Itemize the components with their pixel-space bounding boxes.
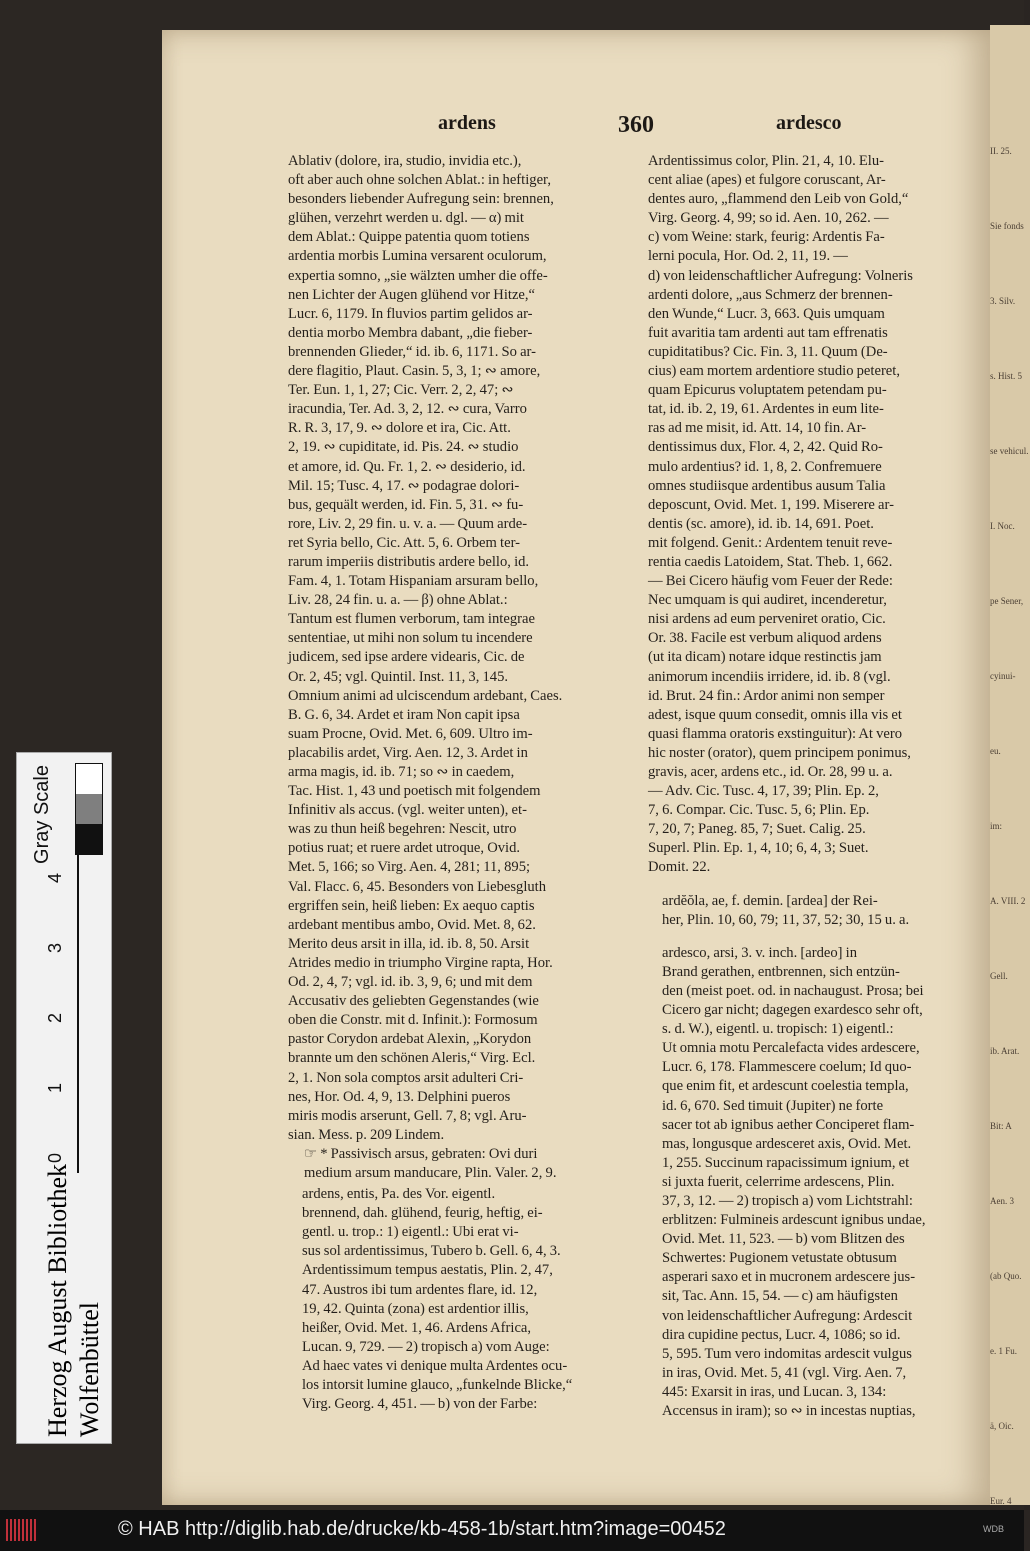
adjacent-page-fragment: Sie fonds — [990, 221, 1024, 231]
text-line: dentia morbo Membra dabant, „die fieber- — [288, 324, 533, 341]
text-line: ret Syria bello, Cic. Att. 5, 6. Orbem ter- — [288, 534, 520, 551]
header-left-word: ardens — [438, 112, 496, 134]
entry-line: sacer tot ab ignibus aether Conciperet flam- — [662, 1116, 915, 1133]
text-line: 2, 19. ∾ cupiditate, id. Pis. 24. ∾ studio — [288, 439, 519, 456]
text-line: Virg. Georg. 4, 99; so id. Aen. 10, 262. — — [648, 210, 889, 227]
text-line: suam Procne, Ovid. Met. 6, 609. Ultro im- — [288, 725, 533, 742]
text-line: — Adv. Cic. Tusc. 4, 17, 39; Plin. Ep. 2, — [648, 783, 879, 800]
adjacent-page-fragment: A. VIII. 2 — [990, 896, 1026, 906]
text-line: hic noster (orator), quem principem ponimus, — [648, 744, 911, 761]
text-line: Tac. Hist. 1, 43 und poetisch mit folgendem — [288, 783, 541, 800]
entry-line: s. d. W.), eigentl. u. tropisch: 1) eigentl.: — [662, 1021, 894, 1038]
entry-line: sus sol ardentissimus, Tubero b. Gell. 6, 4, 3. — [302, 1243, 561, 1260]
text-line: 7, 20, 7; Paneg. 85, 7; Suet. Calig. 25. — [648, 821, 866, 838]
text-line: — Bei Cicero häufig vom Feuer der Rede: — [648, 573, 893, 590]
text-line: expertia somno, „sie wälzten umher die offe- — [288, 267, 548, 284]
text-line: Domit. 22. — [648, 859, 711, 876]
entry-line: Accensus in iram); so ∾ in incestas nuptias, — [662, 1403, 916, 1419]
text-line: placabilis ardet, Virg. Aen. 12, 3. Ardet in — [288, 744, 528, 761]
left-column — [288, 152, 616, 1414]
text-line: brannte um den schönen Aleris,“ Virg. Ecl. — [288, 1050, 536, 1067]
entry-line: brennend, dah. glühend, feurig, heftig, ei- — [302, 1205, 543, 1222]
text-line: Accusativ des geliebten Gegenstandes (wie — [288, 993, 539, 1010]
entry-line: gentl. u. trop.: 1) eigentl.: Ubi erat vi- — [302, 1224, 519, 1241]
entry-line: que enim fit, et ardescunt coelestia templa, — [662, 1078, 909, 1095]
text-line: quasi flamma oratoris exstinguitur): At vero — [648, 725, 903, 742]
adjacent-page-fragment: s. Hist. 5 — [990, 371, 1023, 381]
entry-line: her, Plin. 10, 60, 79; 11, 37, 52; 30, 15 u. a. — [662, 911, 910, 928]
text-line: ardentia morbis Lumina versarent oculorum, — [288, 248, 547, 265]
text-line: den Wunde,“ Lucr. 3, 663. Quis umquam — [648, 305, 885, 322]
adjacent-page-fragment: e. 1 Fu. — [990, 1346, 1017, 1356]
text-line: nisi ardens ad eum perveniret oratio, Cic. — [648, 611, 886, 628]
adjacent-page-fragment: Aen. 3 — [990, 1196, 1014, 1206]
text-line: brennenden Glieder,“ id. ib. 6, 1171. So ar- — [288, 343, 536, 360]
text-line: gravis, acer, ardens etc., id. Or. 28, 99 u. a. — [648, 764, 893, 780]
text-line: dentis (sc. amore), id. ib. 14, 691. Poet. — [648, 515, 874, 532]
passive-note — [288, 1145, 616, 1183]
entry-line: 19, 42. Quinta (zona) est ardentior illis, — [302, 1300, 529, 1317]
entry-line: in iras, Ovid. Met. 5, 41 (vgl. Virg. Aen. 7, — [662, 1364, 907, 1381]
gray-scale-card — [16, 752, 112, 1444]
entry-line: si juxta fuerit, celerrime ardescens, Plin. — [662, 1173, 895, 1190]
text-line: Liv. 28, 24 fin. u. a. — β) ohne Ablat.: — [288, 592, 508, 609]
entry-line: dira cupidine pectus, Lucr. 4, 1086; so id. — [662, 1326, 901, 1343]
text-line: pastor Corydon ardebat Alexin, „Korydon — [288, 1031, 532, 1048]
library-name: Herzog August Bibliothek — [43, 1164, 72, 1437]
text-line: mulo ardentius? id. 1, 8, 2. Confremuere — [648, 458, 882, 475]
text-line: glühen, verzehrt werden u. dgl. — α) mit — [288, 210, 524, 227]
text-line: c) vom Weine: stark, feurig: Ardentis Fa- — [648, 229, 885, 246]
library-city: Wolfenbüttel — [75, 1301, 104, 1437]
hab-logo-icon — [6, 1519, 40, 1541]
text-line: Merito deus arsit in illa, id. ib. 8, 50. Arsit — [288, 935, 530, 952]
text-line: bus, gequält werden, id. Fin. 5, 31. ∾ fu- — [288, 496, 524, 513]
adjacent-page-fragment: im: — [990, 821, 1003, 831]
text-line: dentes auro, „flammend den Leib von Gold,“ — [648, 191, 909, 208]
adjacent-page-fragment: cyinui- — [990, 671, 1016, 681]
adjacent-page-fragment: se vehicul. — [990, 446, 1029, 456]
copyright-link[interactable]: © HAB http://diglib.hab.de/drucke/kb-458-1b/start.htm?image=00452 — [118, 1518, 726, 1540]
text-line: was zu thun heiß begehren: Nescit, utro — [288, 821, 517, 838]
text-line: Ter. Eun. 1, 1, 27; Cic. Verr. 2, 2, 47; ∾ — [288, 382, 514, 399]
entry-line: ardesco, arsi, 3. v. inch. [ardeo] in — [662, 944, 858, 961]
entry-line: asperari saxo et in mucronem ardescere jus- — [662, 1269, 916, 1286]
entry-line: Cicero gar nicht; dagegen exardesco sehr oft, — [662, 1002, 923, 1019]
entry-line: Lucan. 9, 729. — 2) tropisch a) vom Auge: — [302, 1338, 550, 1355]
adjacent-page-fragment: ib. Arat. — [990, 1046, 1020, 1056]
text-line: Nec umquam is qui audiret, incenderetur, — [648, 592, 887, 609]
entry-line: id. 6, 670. Sed timuit (Jupiter) ne forte — [662, 1097, 884, 1114]
adjacent-page-edge — [990, 25, 1030, 1505]
entry-line: erblitzen: Fulmineis ardescunt ignibus undae, — [662, 1212, 926, 1229]
text-line: cius) eam mortem ardentiore studio peteret, — [648, 363, 900, 380]
text-line: Fam. 4, 1. Totam Hispaniam arsuram bello, — [288, 573, 539, 590]
text-line: sententiae, ut mihi non solum tu incendere — [288, 630, 533, 647]
text-line: animorum incendiis irridere, id. ib. 8 (vgl. — [648, 668, 891, 685]
entry-line: sit, Tac. Ann. 15, 54. — c) am häufigsten — [662, 1288, 898, 1305]
text-line: nen Lichter der Augen glühend vor Hitze,“ — [288, 286, 536, 303]
header-right-word: ardesco — [776, 112, 842, 134]
adjacent-page-fragment: eu. — [990, 746, 1001, 756]
gray-swatch — [76, 824, 102, 854]
ruler-number: 0 — [45, 1153, 65, 1164]
text-line: besonders liebender Aufregung sein: brennen, — [288, 191, 554, 208]
text-line: potius ruat; et ruere ardet utroque, Ovid. — [288, 840, 521, 857]
text-line: arma magis, id. ib. 71; so ∾ in caedem, — [288, 764, 515, 780]
entry-line: 445: Exarsit in iras, und Lucan. 3, 134: — [662, 1383, 887, 1400]
adjacent-page-fragment: 3. Silv. — [990, 296, 1016, 306]
text-line: Or. 38. Facile est verbum aliquod ardens — [648, 630, 882, 647]
entry-line: Ut omnia motu Percalefacta vides ardescere, — [662, 1040, 920, 1057]
entry-line: Brand gerathen, entbrennen, sich entzün- — [662, 963, 900, 980]
adjacent-page-fragment: Gell. — [990, 971, 1008, 981]
text-line: Ablativ (dolore, ira, studio, invidia etc.), — [288, 153, 522, 169]
book-page — [162, 30, 992, 1505]
text-line: Lucr. 6, 1179. In fluvios partim gelidos ar- — [288, 305, 533, 322]
text-line: d) von leidenschaftlicher Aufregung: Volneris — [648, 267, 913, 284]
text-line: (ut ita dicam) notare idque restinctis jam — [648, 649, 882, 666]
text-line: tat, id. ib. 2, 19, 61. Ardentes in eum lite- — [648, 401, 884, 418]
entry-line: Ad haec vates vi denique multa Ardentes ocu- — [302, 1357, 568, 1374]
text-line: ardenti dolore, „aus Schmerz der brennen- — [648, 286, 893, 303]
ruler-number: 2 — [45, 1013, 65, 1024]
text-line: 7, 6. Compar. Cic. Tusc. 5, 6; Plin. Ep. — [648, 802, 870, 819]
text-line: nes, Hor. Od. 4, 9, 13. Delphini pueros — [288, 1088, 511, 1105]
text-line: sian. Mess. p. 209 Lindem. — [288, 1126, 445, 1143]
entry-line: ardĕŏla, ae, f. demin. [ardea] der Rei- — [662, 892, 878, 909]
gray-swatch — [76, 794, 102, 824]
text-line: Or. 2, 45; vgl. Quintil. Inst. 11, 3, 145. — [288, 668, 509, 685]
text-line: R. R. 3, 17, 9. ∾ dolore et ira, Cic. Att. — [288, 420, 511, 437]
entry-line: heißer, Ovid. Met. 1, 46. Ardens Africa, — [302, 1319, 532, 1336]
text-line: cupiditatibus? Cic. Fin. 3, 11. Quum (De- — [648, 343, 888, 360]
page-header — [162, 112, 992, 140]
text-line: rentia caedis Latoidem, Stat. Theb. 1, 662. — [648, 553, 893, 570]
ruler — [45, 853, 101, 1173]
gray-scale-label: Gray Scale — [31, 765, 53, 864]
text-line: id. Brut. 24 fin.: Ardor animi non semper — [648, 687, 885, 704]
entry-line: los intorsit lumine glauco, „funkelnde Blicke,“ — [302, 1377, 573, 1393]
note-line: ☞ * Passivisch arsus, gebraten: Ovi duri — [304, 1145, 538, 1162]
ruler-number: 3 — [45, 943, 65, 954]
text-line: Infinitiv als accus. (vgl. weiter unten), et- — [288, 802, 527, 819]
text-line: et amore, id. Qu. Fr. 1, 2. ∾ desiderio, id. — [288, 458, 526, 475]
text-line: lerni pocula, Hor. Od. 2, 11, 19. — — [648, 248, 848, 265]
text-line: deposcunt, Ovid. Met. 1, 199. Miserere ar- — [648, 496, 894, 513]
text-line: Superl. Plin. Ep. 1, 4, 10; 6, 4, 3; Suet. — [648, 840, 869, 857]
ruler-number: 1 — [45, 1083, 65, 1094]
entry-ardens — [288, 1185, 616, 1414]
text-line: Od. 2, 4, 7; vgl. id. ib. 3, 9, 6; und mit dem — [288, 974, 533, 991]
text-line: miris modis arserunt, Gell. 7, 8; vgl. Aru- — [288, 1107, 527, 1124]
entry-line: ardens, entis, Pa. des Vor. eigentl. — [302, 1186, 496, 1203]
text-line: cent aliae (apes) et fulgore coruscant, Ar- — [648, 172, 886, 189]
entry-line: Virg. Georg. 4, 451. — b) von der Farbe: — [302, 1396, 538, 1413]
text-line: dere flagitio, Plaut. Casin. 5, 3, 1; ∾ amore, — [288, 363, 541, 380]
entry-line: 37, 3, 12. — 2) tropisch a) vom Lichtstrahl: — [662, 1192, 913, 1209]
text-line: Mil. 15; Tusc. 4, 17. ∾ podagrae dolori- — [288, 477, 520, 494]
text-line: B. G. 6, 34. Ardet et iram Non capit ipsa — [288, 706, 520, 723]
text-line: rarum imperiis distributis ardere bello, id. — [288, 553, 530, 570]
entry-line: den (meist poet. od. in nachaugust. Prosa; bei — [662, 982, 924, 999]
text-line: adest, isque quum consedit, omnis illa vis et — [648, 706, 902, 723]
text-line: fuit avaritia tam ardenti aut tam effrenatis — [648, 324, 888, 341]
text-line: Tantum est flumen verborum, tam integrae — [288, 611, 535, 628]
text-line: oft aber auch ohne solchen Ablat.: in heftiger, — [288, 172, 551, 189]
text-line: Ardentissimus color, Plin. 21, 4, 10. Elu- — [648, 153, 884, 169]
text-line: dentissimus dux, Flor. 4, 2, 42. Quid Ro- — [648, 439, 883, 456]
entry-ardeola — [648, 892, 966, 930]
text-line: 2, 1. Non sola comptos arsit adulteri Cri- — [288, 1069, 524, 1086]
adjacent-page-fragment: II. 25. — [990, 146, 1012, 156]
text-line: ergriffen sein, heiß lieben: Ex aequo captis — [288, 897, 535, 914]
text-line: Omnium animi ad ulciscendum ardebant, Caes. — [288, 687, 563, 704]
text-line: rore, Liv. 2, 29 fin. u. v. a. — Quum arde- — [288, 515, 528, 532]
right-column — [648, 152, 966, 1421]
entry-line: von leidenschaftlicher Aufregung: Ardescit — [662, 1307, 913, 1324]
note-line: medium arsum manducare, Plin. Valer. 2, 9. — [304, 1164, 557, 1181]
entry-line: mas, longusque ardesceret axis, Ovid. Met. — [662, 1135, 912, 1152]
text-line: dem Ablat.: Quippe patentia quom totiens — [288, 229, 530, 246]
entry-line: Schwertes: Pugionem vetustate obtusum — [662, 1250, 897, 1267]
footer-bar — [0, 1510, 1024, 1551]
right-column-continuation — [648, 152, 966, 878]
text-line: iracundia, Ter. Ad. 3, 2, 12. ∾ cura, Varro — [288, 401, 527, 418]
entry-line: Ovid. Met. 11, 523. — b) vom Blitzen des — [662, 1231, 905, 1248]
entry-line: 5, 595. Tum vero indomitas ardescit vulgus — [662, 1345, 912, 1362]
entry-ardesco — [648, 944, 966, 1421]
text-line: judicem, sed ipse ardere videaris, Cic. de — [288, 649, 525, 666]
text-line: mit folgend. Genit.: Ardentem tenuit reve- — [648, 534, 893, 551]
adjacent-page-fragment: pe Sener, — [990, 596, 1024, 606]
text-line: ras ad me misit, id. Att. 14, 10 fin. Ar- — [648, 420, 867, 437]
left-column-continuation — [288, 152, 616, 1145]
entry-line: Lucr. 6, 178. Flammescere coelum; Id quo- — [662, 1059, 912, 1076]
adjacent-page-fragment: Bit: A — [990, 1121, 1012, 1131]
text-line: quam Epicurus voluptatem petendam pu- — [648, 382, 887, 399]
entry-line: 1, 255. Succinum rapacissimum ignium, et — [662, 1154, 910, 1171]
text-line: Met. 5, 166; so Virg. Aen. 4, 281; 11, 895; — [288, 859, 531, 876]
text-line: Atrides medio in triumpho Virgine rapta, Hor. — [288, 954, 553, 971]
adjacent-page-fragment: I. Noc. — [990, 521, 1015, 531]
ruler-number: 4 — [45, 873, 65, 884]
text-line: Val. Flacc. 6, 45. Besonders von Liebesgluth — [288, 878, 547, 895]
gray-swatches — [75, 763, 103, 855]
text-line: oben die Constr. mit d. Infinit.): Formosum — [288, 1012, 538, 1029]
adjacent-page-fragment: Eur. 4 — [990, 1496, 1012, 1506]
gray-swatch — [76, 764, 102, 794]
page-number: 360 — [618, 112, 654, 138]
text-line: ardebant mentibus ambo, Ovid. Met. 8, 62. — [288, 916, 536, 933]
entry-line: Ardentissimum tempus aestatis, Plin. 2, 47, — [302, 1262, 553, 1279]
adjacent-page-fragment: ä, Oic. — [990, 1421, 1014, 1431]
text-line: omnes studiisque ardentibus ausum Talia — [648, 477, 886, 494]
adjacent-page-fragment: (ab Quo. — [990, 1271, 1022, 1281]
corner-mark: WDB — [983, 1524, 1004, 1534]
entry-line: 47. Austros ibi tum ardentes flare, id. 12, — [302, 1281, 538, 1298]
